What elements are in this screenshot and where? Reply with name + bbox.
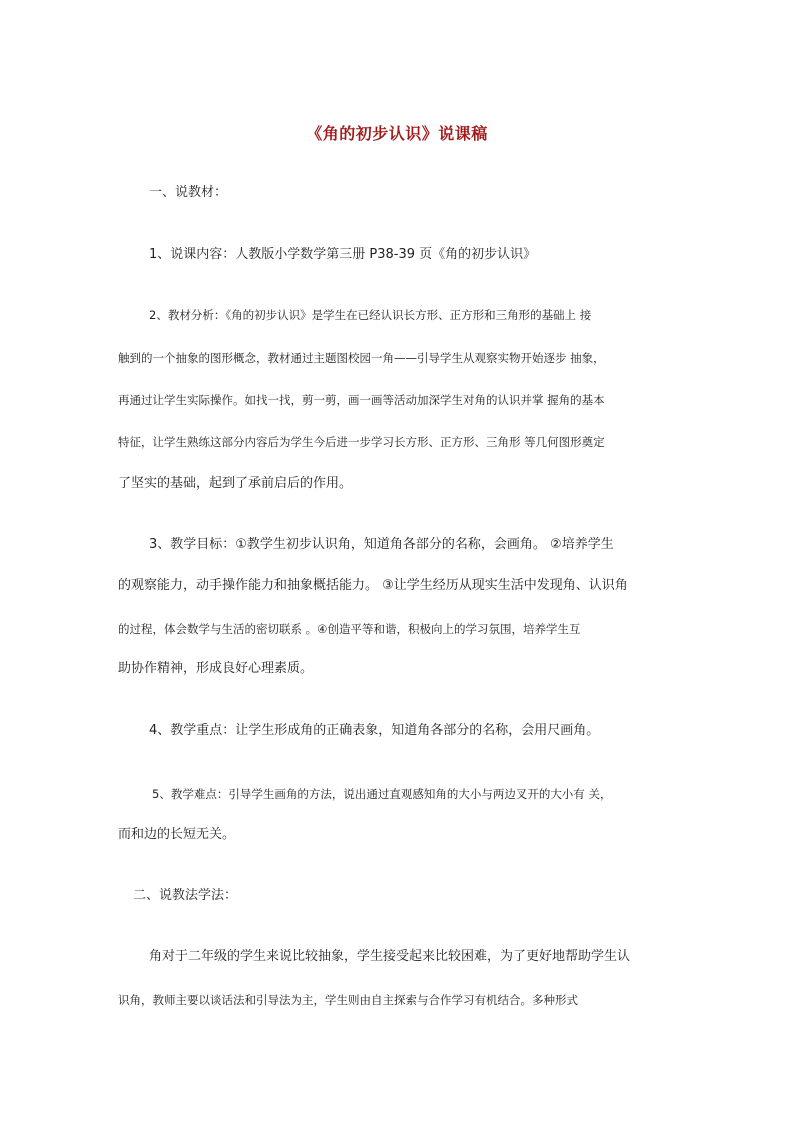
paragraph-line: 的过程，体会数学与生活的密切联系 。④创造平等和谐，积极向上的学习氛围，培养学生互 <box>118 622 581 636</box>
paragraph-line: 识角，教师主要以谈话法和引导法为主，学生则由自主探索与合作学习有机结合。多种形式 <box>118 993 578 1007</box>
paragraph-line: 的观察能力，动手操作能力和抽象概括能力。 ③让学生经历从现实生活中发现角、认识角 <box>118 578 628 593</box>
paragraph-line: 角对于二年级的学生来说比较抽象，学生接受起来比较困难，为了更好地帮助学生认 <box>149 949 631 964</box>
paragraph-line: 2、教材分析：《角的初步认识》是学生在已经认识长方形、正方形和三角形的基础上 接 <box>149 308 592 322</box>
paragraph-line: 再通过让学生实际操作。如找一找，剪一剪，画一画等活动加深学生对角的认识并掌 握角的基本 <box>118 393 605 407</box>
paragraph-line: 1、说课内容：人教版小学数学第三册 P38-39 页《角的初步认识》 <box>149 247 537 262</box>
paragraph-line: 触到的一个抽象的图形概念，教材通过主题图校园一角——引导学生从观察实物开始逐步 抽象， <box>118 351 605 365</box>
paragraph-line: 4、教学重点：让学生形成角的正确表象，知道角各部分的名称，会用尺画角。 <box>149 723 600 738</box>
paragraph-line: 助协作精神，形成良好心理素质。 <box>118 661 314 676</box>
document-title: 《角的初步认识》说课稿 <box>306 124 488 143</box>
paragraph-line: 而和边的长短无关。 <box>118 827 236 842</box>
paragraph-line: 3、教学目标：①教学生初步认识角，知道角各部分的名称，会画角。 ②培养学生 <box>149 537 614 552</box>
paragraph-line: 特征，让学生熟练这部分内容后为学生今后进一步学习长方形、正方形、三角形 等几何图形奠定 <box>118 435 605 449</box>
section-heading-methods: 二、说教法学法： <box>133 888 238 903</box>
paragraph-line: 5、教学难点：引导学生画角的方法，说出通过直观感知角的大小与两边叉开的大小有 关， <box>152 787 612 801</box>
section-heading-textbook: 一、说教材： <box>149 185 228 200</box>
paragraph-line: 了坚实的基础，起到了承前启后的作用。 <box>118 476 353 491</box>
